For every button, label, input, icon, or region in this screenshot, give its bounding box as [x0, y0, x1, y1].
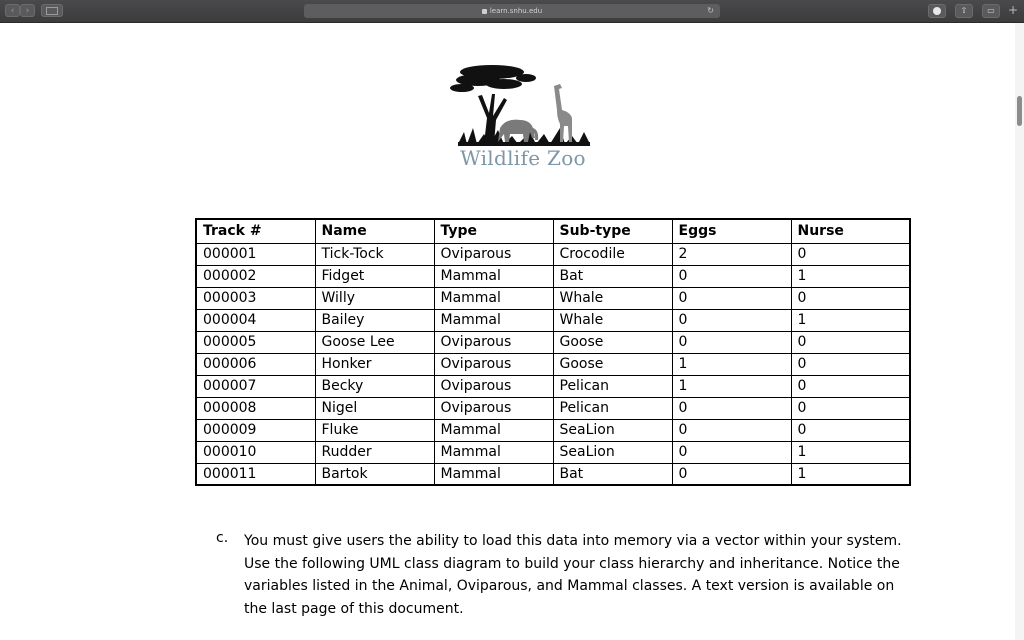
cell-type: Oviparous — [434, 397, 553, 419]
sidebar-icon — [46, 7, 58, 15]
table-row — [196, 463, 910, 485]
table-row — [196, 309, 910, 331]
cell-name: Goose Lee — [315, 331, 434, 353]
table-row — [196, 353, 910, 375]
cell-track: 000009 — [196, 419, 315, 441]
download-icon — [933, 7, 941, 15]
cell-subtype: Crocodile — [553, 243, 672, 265]
cell-track: 000002 — [196, 265, 315, 287]
cell-track: 000003 — [196, 287, 315, 309]
cell-subtype: Goose — [553, 353, 672, 375]
tabs-button[interactable] — [982, 4, 1000, 18]
header-track: Track # — [196, 219, 315, 243]
cell-type: Oviparous — [434, 353, 553, 375]
table-header-row — [196, 219, 910, 243]
forward-button[interactable] — [20, 4, 35, 17]
cell-nurse: 0 — [791, 331, 910, 353]
cell-subtype: Pelican — [553, 397, 672, 419]
cell-subtype: SeaLion — [553, 441, 672, 463]
cell-type: Mammal — [434, 441, 553, 463]
cell-subtype: Bat — [553, 265, 672, 287]
cell-subtype: Whale — [553, 287, 672, 309]
header-type: Type — [434, 219, 553, 243]
cell-nurse: 0 — [791, 375, 910, 397]
back-button[interactable] — [5, 4, 20, 17]
table-row — [196, 331, 910, 353]
cell-eggs: 0 — [672, 463, 791, 485]
reload-icon[interactable]: ↻ — [707, 6, 714, 15]
cell-eggs: 0 — [672, 331, 791, 353]
cell-nurse: 0 — [791, 287, 910, 309]
cell-nurse: 0 — [791, 353, 910, 375]
wildlife-zoo-logo — [440, 58, 600, 173]
cell-nurse: 0 — [791, 419, 910, 441]
cell-nurse: 1 — [791, 309, 910, 331]
cell-type: Oviparous — [434, 331, 553, 353]
tabs-icon: ▭ — [987, 6, 995, 15]
sidebar-button[interactable] — [41, 4, 63, 17]
cell-name: Fluke — [315, 419, 434, 441]
cell-type: Mammal — [434, 265, 553, 287]
chevron-right-icon: › — [25, 6, 30, 16]
cell-nurse: 1 — [791, 265, 910, 287]
cell-eggs: 0 — [672, 265, 791, 287]
table-row — [196, 243, 910, 265]
cell-eggs: 2 — [672, 243, 791, 265]
table-row — [196, 265, 910, 287]
url-text: learn.snhu.edu — [489, 7, 543, 15]
cell-eggs: 0 — [672, 397, 791, 419]
cell-eggs: 0 — [672, 309, 791, 331]
cell-type: Mammal — [434, 287, 553, 309]
browser-toolbar — [0, 0, 1024, 23]
animal-table — [195, 218, 911, 486]
instruction-paragraph: You must give users the ability to load this data into memory via a vector within your system. Use the following UML class diagram to build your class hierarchy and inheritance. Notice the variables listed in the Animal, Oviparous, and Mammal classes. A text version is available on the last page of this document. — [244, 533, 902, 617]
cell-nurse: 1 — [791, 463, 910, 485]
download-button[interactable] — [928, 4, 946, 18]
cell-name: Nigel — [315, 397, 434, 419]
cell-subtype: Whale — [553, 309, 672, 331]
cell-nurse: 1 — [791, 441, 910, 463]
list-marker: c. — [216, 530, 229, 546]
new-tab-button[interactable]: + — [1007, 3, 1018, 17]
cell-type: Mammal — [434, 463, 553, 485]
header-subtype: Sub-type — [553, 219, 672, 243]
cell-subtype: Goose — [553, 331, 672, 353]
cell-type: Oviparous — [434, 243, 553, 265]
cell-track: 000007 — [196, 375, 315, 397]
cell-track: 000004 — [196, 309, 315, 331]
cell-track: 000010 — [196, 441, 315, 463]
table-row — [196, 419, 910, 441]
lock-icon — [482, 9, 487, 14]
cell-eggs: 1 — [672, 353, 791, 375]
table-row — [196, 397, 910, 419]
cell-name: Tick-Tock — [315, 243, 434, 265]
cell-eggs: 0 — [672, 441, 791, 463]
cell-track: 000011 — [196, 463, 315, 485]
header-eggs: Eggs — [672, 219, 791, 243]
cell-type: Mammal — [434, 309, 553, 331]
cell-track: 000006 — [196, 353, 315, 375]
table-row — [196, 441, 910, 463]
cell-subtype: Pelican — [553, 375, 672, 397]
address-bar[interactable] — [304, 4, 720, 18]
cell-nurse: 0 — [791, 243, 910, 265]
cell-track: 000005 — [196, 331, 315, 353]
cell-track: 000008 — [196, 397, 315, 419]
cell-name: Bailey — [315, 309, 434, 331]
cell-eggs: 0 — [672, 287, 791, 309]
share-icon: ⇧ — [960, 6, 968, 15]
cell-track: 000001 — [196, 243, 315, 265]
cell-eggs: 0 — [672, 419, 791, 441]
header-nurse: Nurse — [791, 219, 910, 243]
cell-subtype: SeaLion — [553, 419, 672, 441]
table-row — [196, 287, 910, 309]
table-row — [196, 375, 910, 397]
chevron-left-icon: ‹ — [10, 6, 15, 16]
cell-subtype: Bat — [553, 463, 672, 485]
cell-nurse: 0 — [791, 397, 910, 419]
cell-type: Oviparous — [434, 375, 553, 397]
share-button[interactable] — [955, 4, 973, 18]
logo-text: Wildlife Zoo — [460, 146, 586, 170]
cell-eggs: 1 — [672, 375, 791, 397]
cell-name: Becky — [315, 375, 434, 397]
scrollbar-thumb[interactable] — [1017, 96, 1022, 126]
logo-graphic — [440, 58, 600, 148]
cell-name: Rudder — [315, 441, 434, 463]
cell-name: Honker — [315, 353, 434, 375]
cell-name: Willy — [315, 287, 434, 309]
header-name: Name — [315, 219, 434, 243]
cell-name: Bartok — [315, 463, 434, 485]
cell-type: Mammal — [434, 419, 553, 441]
cell-name: Fidget — [315, 265, 434, 287]
